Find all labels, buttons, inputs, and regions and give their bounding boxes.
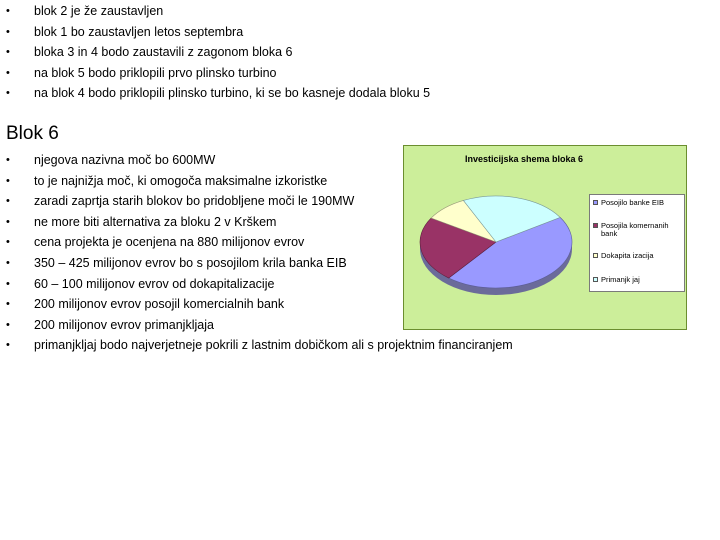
bullet-icon: •: [6, 215, 10, 228]
legend-swatch: [593, 253, 598, 258]
legend-swatch: [593, 200, 598, 205]
chart-title: Investicijska shema bloka 6: [464, 154, 584, 164]
bullet-icon: •: [6, 318, 10, 331]
legend-label: Dokapita izacija: [601, 251, 654, 260]
bullet-icon: •: [6, 256, 10, 269]
bullet-icon: •: [6, 46, 10, 59]
chart-legend: [589, 194, 685, 292]
bullet-text: njegova nazivna moč bo 600MW: [34, 153, 216, 167]
section-title: Blok 6: [6, 123, 59, 144]
bullet-text: 200 milijonov evrov posojil komercialnih bank: [34, 297, 285, 312]
legend-swatch: [593, 277, 598, 282]
bullet-text: na blok 4 bodo priklopili plinsko turbino, ki se bo kasneje dodala bloku 5: [34, 86, 431, 101]
bullet-text: primanjkljaj bodo najverjetneje pokrili z lastnim dobičkom ali s projektnim financiranjem: [34, 338, 513, 353]
bullet-text: 350 – 425 milijonov evrov bo s posojilom krila banka EIB: [34, 255, 347, 270]
legend-label: Posojila komernanih bank: [601, 221, 669, 238]
bullet-icon: •: [6, 298, 10, 311]
bullet-icon: •: [6, 5, 10, 17]
bullet-text: to je najnižja moč, ki omogoča maksimalne izkoristke: [34, 173, 328, 188]
legend-swatch: [593, 223, 598, 228]
bullet-icon: •: [6, 195, 10, 208]
bullet-text: ne more biti alternativa za bloku 2 v Krškem: [34, 214, 277, 229]
bullet-icon: •: [6, 277, 10, 290]
bullet-icon: •: [6, 339, 10, 352]
bullet-text: 60 – 100 milijonov evrov od dokapitalizacije: [34, 276, 275, 291]
bullet-icon: •: [6, 174, 10, 187]
bullet-icon: •: [6, 87, 10, 100]
bullet-text: na blok 5 bodo priklopili prvo plinsko turbino: [34, 65, 277, 80]
bullet-text: blok 1 bo zaustavljen letos septembra: [34, 24, 244, 39]
bullet-icon: •: [6, 25, 10, 38]
investment-pie-chart: [403, 145, 687, 330]
bullet-text: 200 milijonov evrov primanjkljaja: [34, 317, 214, 332]
bullet-text: bloka 3 in 4 bodo zaustavili z zagonom bloka 6: [34, 45, 293, 60]
legend-label: Posojilo banke EIB: [601, 198, 664, 207]
bullet-text: blok 2 je že zaustavljen: [34, 4, 164, 18]
bullet-text: zaradi zaprtja starih blokov bo pridobljene moči le 190MW: [34, 194, 355, 209]
legend-label: Primanjk jaj: [601, 275, 640, 284]
bullet-icon: •: [6, 154, 10, 166]
bullet-icon: •: [6, 66, 10, 79]
bullet-icon: •: [6, 236, 10, 249]
bullet-text: cena projekta je ocenjena na 880 milijonov evrov: [34, 235, 305, 250]
